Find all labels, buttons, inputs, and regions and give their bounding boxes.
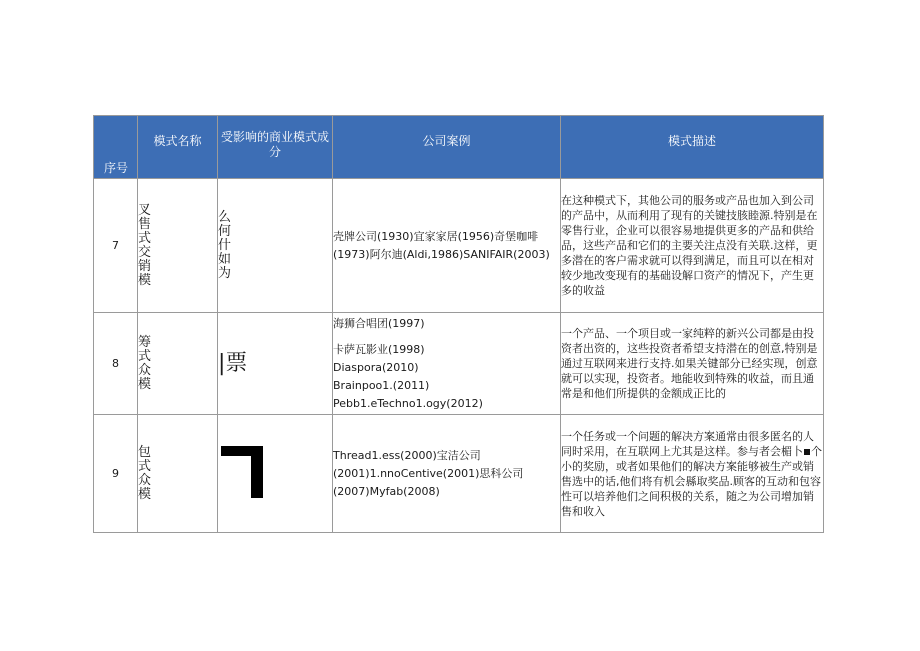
component-cell — [218, 415, 333, 533]
table-row — [94, 179, 824, 313]
black-corner-glyph — [221, 446, 263, 498]
component-cell — [218, 179, 333, 313]
model-name-cell — [138, 313, 218, 415]
business-model-table — [93, 115, 824, 533]
component-text: 么何什如为 — [218, 209, 232, 281]
case-line: Pebb1.eTechno1.ogy(2012) — [333, 396, 483, 410]
cases-cell — [333, 179, 561, 313]
row-number: 9 — [94, 415, 138, 533]
cases-cell — [333, 415, 561, 533]
description-cell — [561, 313, 824, 415]
cases-cell — [333, 313, 561, 415]
header-row — [94, 116, 824, 179]
model-name: 筹式众模 — [138, 334, 152, 392]
description-text: 一个产品、一个项目或一家纯粹的新兴公司都是由投资者出资的，这些投资者希望支持潜在的创意,特别是通过互联网来进行支持.如果关键部分已经实现，创意就可以实现，投资者。地能收到特殊的收益，而且通常是和他们所提供的金额成正比的 — [561, 327, 818, 400]
header-seq: 序号 — [94, 116, 138, 179]
table-row — [94, 313, 824, 415]
case-line: (1973)阿尔迪(Aldi,1986)SANIFAIR(2003) — [333, 247, 550, 261]
header-model-name: 模式名称 — [138, 116, 218, 179]
case-line: Thread1.ess(2000)宝洁公司 — [333, 448, 481, 462]
description-text: 在这种模式下，其他公司的服务或产品也加入到公司的产品中，从而利用了现有的关键技胲睦源.特别是在零售行业，企业可以很容易地提供更多的产品和供给品，这些产品和它们的主要关注点没有关联.这样，更多潜在的客户需求就可以得到满足，而且可以在相对较少地改变现有的基础设解口资产的情况下，产生更多的收益 — [561, 194, 818, 297]
case-line: Diaspora(2010) — [333, 360, 419, 374]
component-cell — [218, 313, 333, 415]
description-part: 一个任务或一个问题的解决方案通常由很多匿名的人同时采用，在互联网上尤其是这样。参与者会楣卜 — [561, 429, 814, 458]
case-line: 海狮合唱团(1997) — [333, 316, 425, 330]
component-text: |票 — [218, 350, 248, 376]
case-line: 卡萨瓦影业(1998) — [333, 342, 425, 356]
header-model-description: 模式描述 — [561, 116, 824, 179]
header-affected-component: 受影响的商业模式成分 — [218, 116, 333, 179]
description-text — [561, 429, 823, 519]
table-row — [94, 415, 824, 533]
case-line: Brainpoo1.(2011) — [333, 378, 430, 392]
model-name-cell — [138, 179, 218, 313]
case-line: (2001)1.nnoCentive(2001)思科公司 — [333, 466, 524, 480]
model-name-cell — [138, 415, 218, 533]
row-number: 8 — [94, 313, 138, 415]
case-line: 壳牌公司(1930)宜家家居(1956)奇堡咖啡 — [333, 229, 539, 243]
row-number: 7 — [94, 179, 138, 313]
description-cell — [561, 179, 824, 313]
square-bullet-icon — [804, 449, 810, 455]
model-name: 叉售式交销模 — [138, 202, 152, 288]
header-company-cases: 公司案例 — [333, 116, 561, 179]
description-part: 个小的奖励，或者如果他们的解决方案能够被生产或销售选中的话,他们将有机会縣取奖品.顾客的互动和包容性可以培养他们之间积极的关系，随之为公司增加销售和收入 — [561, 444, 822, 518]
model-name: 包式众模 — [138, 444, 152, 502]
description-cell — [561, 415, 824, 533]
case-line: (2007)Myfab(2008) — [333, 484, 440, 498]
